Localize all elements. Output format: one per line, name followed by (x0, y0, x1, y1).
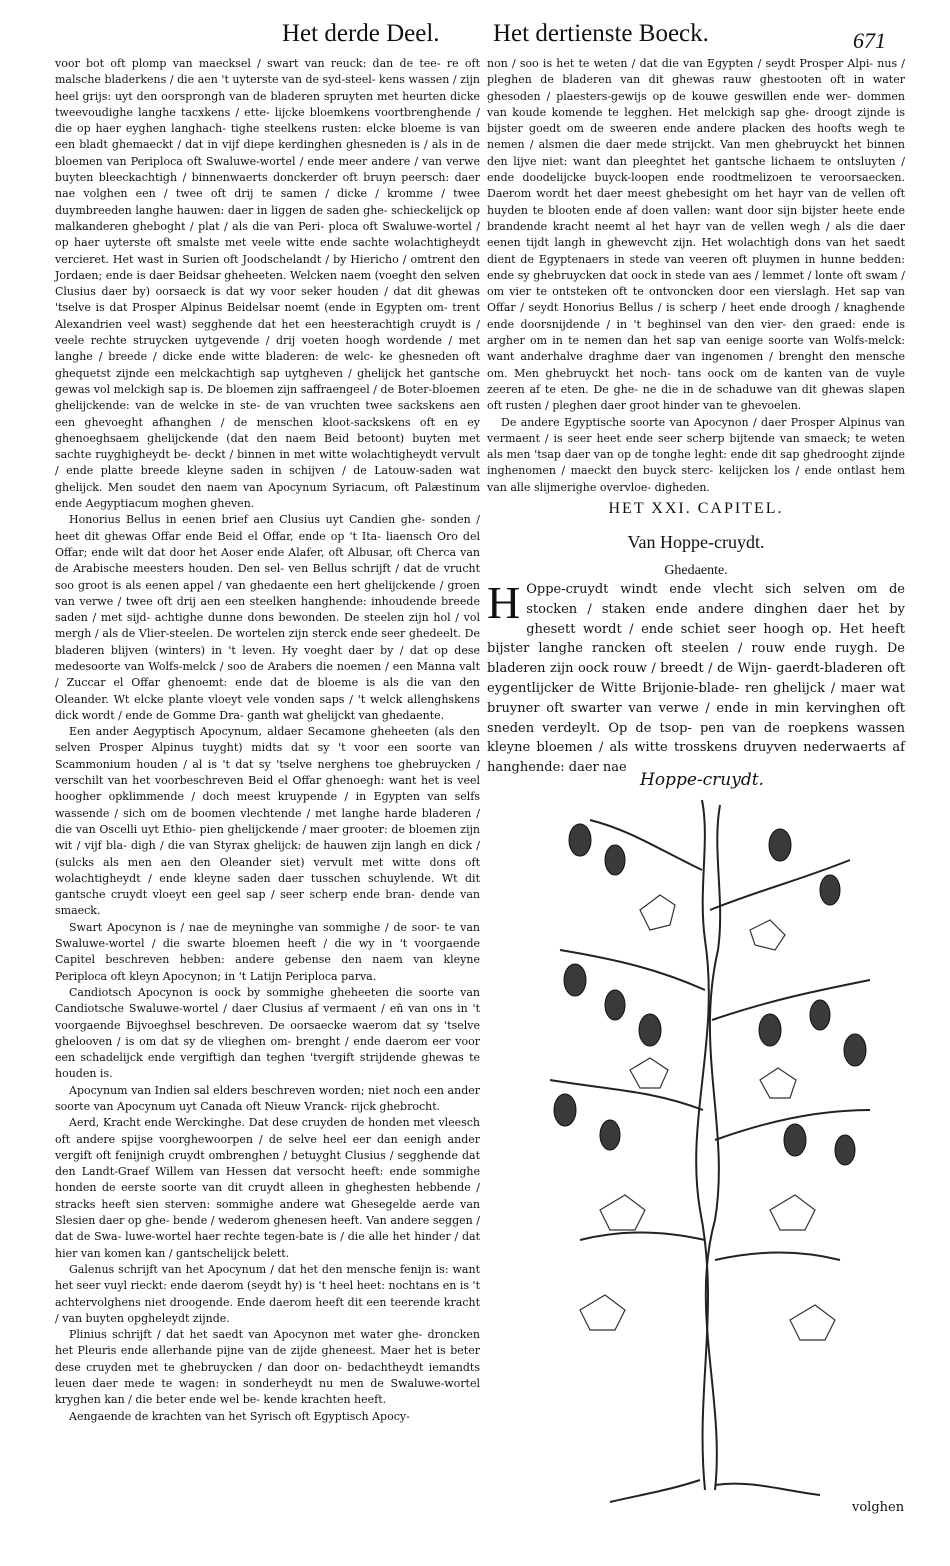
paragraph: Een ander Aegyptisch Apocynum, aldaer Secamone gheheeten (als den selven Prosper Alpinus tuyght) midts dat sy 't voor een soorte van Scammonium houden / al is 't dat sy 'tselve nerghens toe ghebruycken / verschilt van het voorbeschreven Beid el Offar ghenoegh: want het is veel hoogher opklimmende / doch meest kruypende / in Egypten van selfs wassende / sich om de boomen vlechtende / met langhe harde bladeren / die van Oscelli uyt Ethio- pien ghelijckende / maer grooter: de bloemen zijn wit / vijf bla- digh / die van Styrax ghelijck: de hauwen zijn langh en dick / (sulcks als men aen den Oleander siet) vervult met witte dons oft wolachtigheydt / ende kleyne saden daer tusschen schuylende. Wt dit gantsche cruydt vloeyt een geel sap / seer scherp ende bran- dende van smaeck. (55, 725, 480, 918)
paragraph: Aerd, Kracht ende Werckinghe. Dat dese cruyden de honden met vleesch oft andere spijse voorghewoorpen / de selve heel eer dan eenigh ander vergift oft fenijnigh cruydt ombrenghen / betuyght Clusius / segghende dat den Landt-Graef Willem van Hessen dat versocht heeft: ende sommighe honden de eerste soorte van dit cruydt alleen in gheghesten hebbende / stracks heeft sien sterven: sommighe andere wat Ghesegelde aerde van Slesien daer op ghe- bende / wederom ghenesen heeft. Van andere seggen / dat de Swa- luwe-wortel haer rechte tegen-bate is / die alle het hinder / dat hier van komen kan / gantschelijck belett. (55, 1116, 480, 1260)
paragraph: De andere Egyptische soorte van Apocynon / daer Prosper Alpinus van vermaent / is seer heet ende seer scherp bijtende van smaeck; te weten als men 'tsap daer van op de tonghe leght: ende dit sap ghedrooght zijnde inghenomen / maeckt den buyck sterc- kelijcken los / ende ontlast hem van alle slijmerighe overvloe- digheden. (487, 415, 905, 494)
left-column (55, 56, 480, 1425)
paragraph: Plinius schrijft / dat het saedt van Apocynon met water ghe- droncken het Pleuris ende allerhande pijne van de zijde gheneest. Maer het is beter dese cruyden met te ghebruycken / dan door on- bedachtheydt iemandts leuen daer mede te wagen: in sonderheydt nu men de Swaluwe-wortel kryghen kan / die beter ende wel be- kende krachten heeft. (55, 1328, 480, 1407)
paragraph: Swart Apocynon is / nae de meyninghe van sommighe / de soor- te van Swaluwe-wortel / die swarte bloemen heeft / die wy in 't voorgaende Capitel beschreven hebben: andere gebense den naem van kleyne Periploca oft kleyn Apocynon; in 't Latijn Periploca parva. (55, 920, 480, 983)
paragraph: voor bot oft plomp van maecksel / swart van reuck: dan de tee- re oft malsche bladerkens / die aen 't uyterste van de syd-steel- kens wassen / zijn heel grijs: uyt den oorsprongh van de bladeren spruyten met heurten dicke tweevoudighe langhe tacxkens / ette- lijcke bloemkens voortbrenghende / die op haer eyghen langhach- tighe steelkens rusten: elcke bloeme is van een bladt ghemaeckt / dat in vijf diepe kerdinghen ghesneden is / als in de bloemen van Periploca oft Swaluwe-wortel / ende meer andere / van verwe buyten bleeckachtigh / binnenwaerts donckerder oft bruyn peersch: daer nae volghen een / twee oft drij te samen / dicke / kromme / twee duymbreeden langhe hauwen: daer in liggen de saden ghe- schieckelijck op malkanderen gheboght / plat / als die van Peri- ploca oft Swaluwe-wortel / op haer uyterste oft smalste met veele witte ende sachte wolachtigheydt vercieret. Het wast in Surien oft Joodschelandt / by Hiericho / omtrent den Jordaen; ende is daer Beidsar gheheeten. Welcken naem (voeght den selven Clusius daer by) oorsaeck is dat wy voor seker houden / dat dit ghewas 'tselve is dat Prosper Alpinus Beidelsar noemt (ende in Egypten om- trent Alexandrien veel wast) segghende dat het een heesterachtigh cruydt is / veele rechte struycken uytgevende / drij voeten hoogh wordende / met langhe / breede / dicke ende witte bladeren: de welc- ke ghesneden oft ghequetst zijnde een melckachtigh sap uytgheven / ghelijck het gantsche gewas vol melckigh sap is. De bloemen zijn saffraengeel / de Boter-bloemen ghelijckende: van de welcke in ste- de van vruchten twee sackskens aen een ghevoeght afhanghen / de menschen kloot-sackskens oft en ey ghenoeghsaem ghelijckende (dat den naem Beid betoont) buyten met sachte ruyghigheydt be- deckt / binnen in met witte wolachtigheydt vervult / ende platte breede kleyne saden in schijven / de Latouw-saden wat ghelijck. Men soudet den naem van Apocynum Syriacum, oft Palæstinum ende Aegyptiacum moghen gheven. (55, 57, 480, 511)
illustration-caption: Hoppe-cruydt. (640, 770, 764, 790)
chapter-number: HET XXI. CAPITEL. (608, 500, 784, 517)
running-head-left: Het derde Deel. (282, 20, 440, 47)
hop-plant-woodcut-icon (520, 790, 890, 1510)
paragraph: Galenus schrijft van het Apocynum / dat het den mensche fenijn is: want het seer vuyl rieckt: ende daerom (seydt hy) is 't heel heet: nochtans en is 't achtervolghens niet droogende. Ende daerom heeft dit een teerende kracht / van buyten opgheleydt zijnde. (55, 1262, 480, 1325)
catchword: volghen (852, 1500, 905, 1515)
paragraph: non / soo is het te weten / dat die van Egypten / seydt Prosper Alpi- nus / pleghen de bladeren van dit ghewas rauw ghestooten oft in water ghesoden / plaesters-gewijs op de kouwe geswillen ende wer- dommen van koude komende te legghen. Het melckigh sap ghe- droogt zijnde is bijster goedt om de sweeren ende andere placken des hoofts wegh te nemen / alsmen die daer mede strijckt. Van men ghebruyckt het binnen den lijve niet: want dan pleeghtet het gantsche lichaem te ontsluyten / ende doodelijcke buyck-loopen ende roodtmelizoen te veroorsaecken. Daerom wordt het daer meest ghebesight om het hayr van de vellen oft huyden te blooten ende af doen vallen: want door sijn bijster heete ende brandende kracht neemt al het hayr van de vellen wegh / als die daer eenen tijdt langh in ghewevcht zijn. Het wolachtigh dons van het saedt dient de Egyptenaers in stede van veeren oft pluymen in hunne bedden: ende sy ghebruycken dat oock in stede van aes / lemmet / lonte oft swam / om vier te ontsteken oft te ontvoncken door een vierslagh. Het sap van Offar / seydt Honorius Bellus / is scherp / heet ende droogh / knaghende ende doorsnijdende / in 't beghinsel van den vier- den graed: ende is argher om in te nemen dan het sap van eenige soorte van Wolfs-melck: want anderhalve draghme daer van ingenomen / brenght den mensche om. Men ghebruyckt het noch- tans oock om de kanten van de vuyle zeeren af te eten. De ghe- ne die in de schaduwe van dit ghewas slapen oft rusten / pleghen daer groot hinder van te ghevoelen. (487, 57, 905, 413)
paragraph: Candiotsch Apocynon is oock by sommighe gheheeten die soorte van Candiotsche Swaluwe-wortel / daer Clusius af vermaent / eñ van ons in 't voorgaende Bijvoeghsel beschreven. De oorsaecke waerom dat sy 'tselve ghelooven / is om dat sy de vlieghen om- brenght / ende daerom eer voor een schadelijck ende vergiftigh dan teghen 'tvergift strijdende ghewas te houden is. (55, 985, 480, 1081)
paragraph: Apocynum van Indien sal elders beschreven worden; niet noch een ander soorte van Apocynum uyt Canada oft Nieuw Vranck- rijck ghebrocht. (55, 1083, 480, 1113)
page-number: 671 (853, 28, 886, 53)
running-head-right: Het dertienste Boeck. (493, 20, 709, 47)
chapter-title: Van Hoppe-cruydt. (627, 532, 765, 552)
paragraph: Aengaende de krachten van het Syrisch oft Egyptisch Apocy- (69, 1409, 410, 1423)
paragraph: Honorius Bellus in eenen brief aen Clusius uyt Candien ghe- sonden / heet dit ghewas Offar ende Beid el Offar, ende op 't Ita- liaensch Oro del Offar; ende wilt dat door het Aoser ende Alafer, oft Albusar, oft Cherca van de Arabische meesters houden. Den sel- ven Bellus schrijft / dat de vrucht soo groot is als eenen appel / van ghedaente een hert ghelijckende / groen van verwe / twee oft drij aen een steelken hanghende: inhoudende breede saden / met sijd- achtighe dunne dons bewonden. De steelen zijn hol / vol mergh / als de Vlier-steelen. De wortelen zijn sterck ende seer ghedeelt. De bladeren blijven (winters) in 't leven. Hy voeght daer by / dat op dese medesoorte van Wolfs-melck / soo de Arabers die noemen / een Manna valt / Zuccar el Offar ghenoemt: ende dat de bloeme is als die van den Oleander. Wt elcke plante vloeyt vele vonden saps / 't welck allenghskens dick wordt / ende de Gomme Dra- ganth wat ghelijckt van ghedaente. (55, 513, 480, 722)
section-heading: Ghedaente. (664, 563, 728, 578)
right-column-top (487, 56, 905, 496)
hop-description-text: Oppe-cruydt windt ende vlecht sich selven om de stocken / staken ende andere dinghen daer het by ghesett wordt / ende schiet seer hoogh op. Het heeft bijster langhe rancken oft steelen / rouw ende ruygh. De bladeren zijn oock rouw / breedt / de Wijn- gaerdt-bladeren oft eygentlijcker de Witte Brijonie-blade- ren ghelijck / maer wat bruyner oft swarter van verwe / ende in min kervinghen oft sneden verdeylt. Op de tsop- pen van de roepkens wassen kleyne bloemen / als witte trosskens druyven nederwaerts af hanghende: daer nae (487, 582, 905, 776)
drop-cap: H (487, 577, 521, 628)
hop-description (487, 577, 905, 778)
